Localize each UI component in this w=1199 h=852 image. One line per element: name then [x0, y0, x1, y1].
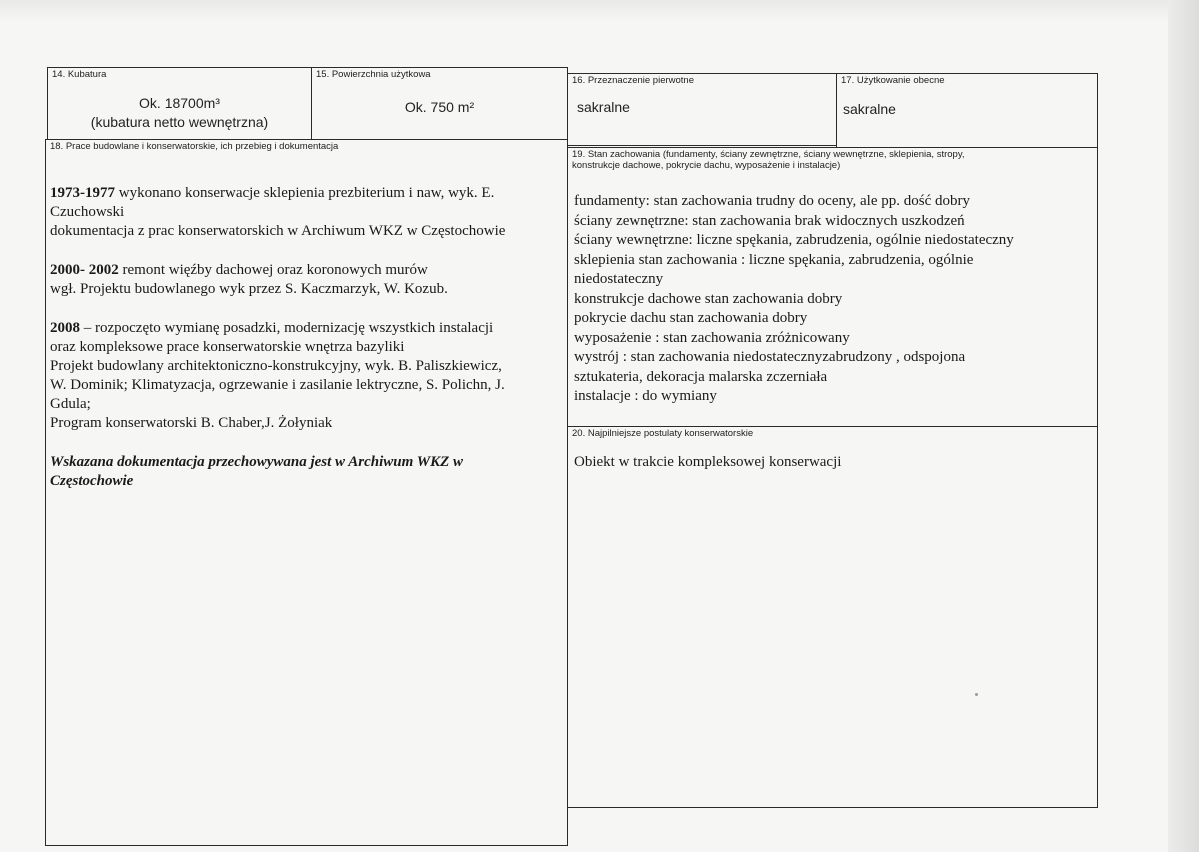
cell-prace: [45, 139, 568, 846]
page-edge: [1168, 0, 1199, 852]
prace-p1-line2: Czuchowski: [50, 204, 125, 220]
kubatura-value-line1: Ok. 18700m³: [139, 95, 220, 111]
value-uzytkowanie: sakralne: [843, 101, 896, 117]
cell-kubatura: [47, 67, 312, 140]
stan-line-4: niedostateczny: [574, 271, 664, 287]
prace-p3-line6: Program konserwatorski B. Chaber,J. Żołyniak: [50, 415, 333, 431]
kubatura-value-line2: (kubatura netto wewnętrzna): [90, 114, 269, 130]
stan-line-10: instalacje : do wymiany: [574, 388, 717, 404]
stan-line-5: konstrukcje dachowe stan zachowania dobry: [574, 290, 843, 307]
prace-p3-line4: W. Dominik; Klimatyzacja, ogrzewanie i zasilanie lektryczne, S. Polichn, J.: [50, 377, 505, 393]
value-kubatura: [48, 94, 311, 132]
value-powierzchnia: Ok. 750 m²: [404, 99, 475, 115]
stan-line-1: ściany zewnętrzne: stan zachowania brak widocznych uszkodzeń: [574, 212, 965, 229]
stan-line-7: wyposażenie : stan zachowania zróżnicowany: [574, 329, 850, 346]
stan-line-3: sklepienia stan zachowania : liczne spękania, zabrudzenia, ogólnie: [574, 251, 974, 268]
prace-p4-line1: Wskazana dokumentacja przechowywana jest w Archiwum WKZ w: [50, 454, 463, 470]
prace-p1-line1: wykonano konserwacje sklepienia prezbiterium i naw, wyk. E.: [115, 185, 495, 201]
cell-uzytkowanie: [836, 73, 1098, 148]
label-stan-line1: 19. Stan zachowania (fundamenty, ściany zewnętrzne, ściany wewnętrzne, sklepienia, stropy,: [572, 149, 965, 160]
label-postulaty: 20. Najpilniejsze postulaty konserwatorskie: [572, 428, 754, 439]
scan-shadow: [0, 0, 1199, 22]
label-prace: 18. Prace budowlane i konserwatorskie, ich przebieg i dokumentacja: [50, 141, 339, 152]
stan-line-2: ściany wewnętrzne: liczne spękania, zabrudzenia, ogólnie niedostateczny: [574, 232, 1014, 248]
prace-p3-line3: Projekt budowlany architektoniczno-konstrukcyjny, wyk. B. Paliszkiewicz,: [50, 358, 502, 374]
prace-p2-line1: remont więźby dachowej oraz koronowych murów: [118, 262, 428, 278]
stan-line-6: pokrycie dachu stan zachowania dobry: [574, 310, 808, 326]
prace-year-2000: 2000- 2002: [50, 262, 119, 278]
cell-przeznaczenie: [567, 73, 837, 146]
label-powierzchnia: 15. Powierzchnia użytkowa: [316, 69, 431, 80]
scan-speck: [975, 693, 978, 696]
label-stan: [572, 149, 965, 171]
prace-p2-line2: wgł. Projektu budowlanego wyk przez S. Kaczmarzyk, W. Kozub.: [50, 281, 448, 297]
prace-p1-line3: dokumentacja z prac konserwatorskich w Archiwum WKZ w Częstochowie: [50, 223, 506, 239]
prace-body: [50, 184, 560, 491]
label-przeznaczenie: 16. Przeznaczenie pierwotne: [572, 75, 694, 86]
label-kubatura: 14. Kubatura: [52, 69, 107, 80]
stan-line-0: fundamenty: stan zachowania trudny do oceny, ale pp. dość dobry: [574, 193, 970, 209]
prace-p3-line2: oraz kompleksowe prace konserwatorskie wnętrza bazyliki: [50, 339, 405, 355]
stan-line-8: wystrój : stan zachowania niedostatecznyzabrudzony , odspojona: [574, 349, 966, 365]
cell-postulaty: [567, 426, 1098, 808]
value-postulaty: Obiekt w trakcie kompleksowej konserwacji: [574, 454, 842, 470]
stan-line-9: sztukateria, dekoracja malarska zczerniała: [574, 368, 828, 385]
prace-p3-line1: – rozpoczęto wymianę posadzki, modernizację wszystkich instalacji: [80, 320, 494, 336]
prace-year-2008: 2008: [50, 320, 80, 336]
value-przeznaczenie: sakralne: [577, 99, 630, 115]
cell-powierzchnia: [311, 67, 568, 140]
prace-p3-line5: Gdula;: [50, 396, 91, 412]
stan-body: [574, 192, 1094, 407]
label-stan-line2: konstrukcje dachowe, pokrycie dachu, wyposażenie i instalacje): [572, 160, 841, 171]
prace-year-1973: 1973-1977: [50, 185, 115, 201]
label-uzytkowanie: 17. Użytkowanie obecne: [841, 75, 945, 86]
cell-stan: [567, 147, 1098, 427]
prace-p4-line2: Częstochowie: [50, 473, 134, 489]
